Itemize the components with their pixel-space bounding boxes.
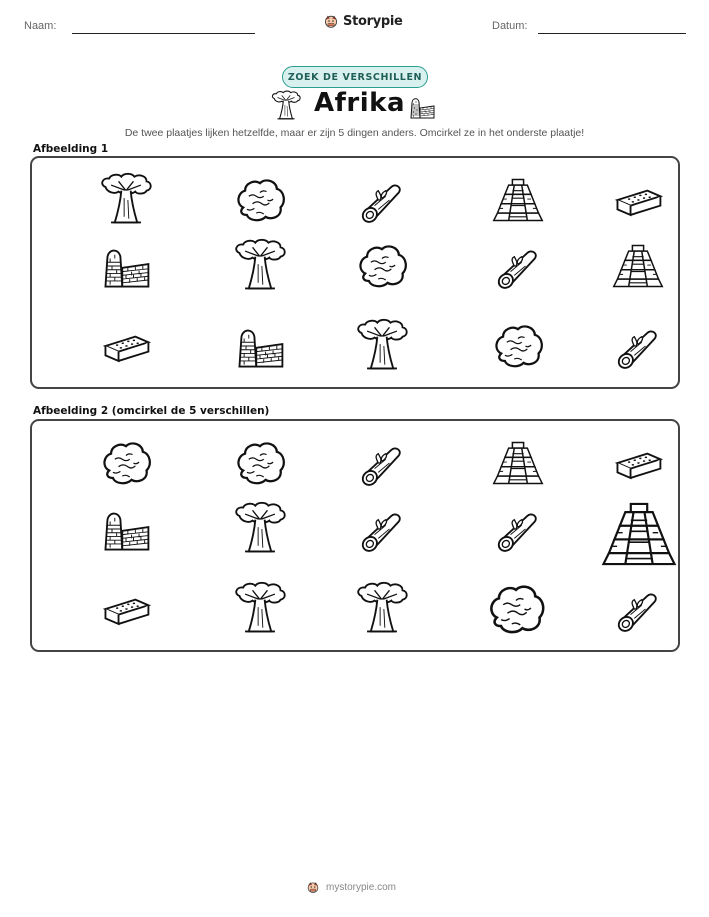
scroll-icon (490, 238, 546, 294)
brand-name: Storypie (343, 13, 403, 29)
scroll-icon[interactable] (610, 581, 666, 637)
picture1-label: Afbeelding 1 (33, 143, 109, 155)
name-label: Naam: (24, 20, 57, 32)
storypie-logo (323, 13, 403, 29)
brick-icon[interactable] (610, 435, 666, 491)
baobab-tree-icon[interactable] (354, 581, 410, 637)
rock-icon[interactable] (484, 577, 548, 641)
brick-icon[interactable] (98, 581, 154, 637)
baobab-tree-icon[interactable] (232, 501, 288, 557)
rock-icon[interactable] (98, 435, 154, 491)
page-title: Afrika (314, 88, 406, 118)
scroll-icon[interactable] (354, 501, 410, 557)
rock-icon (490, 318, 546, 374)
scroll-icon[interactable] (490, 501, 546, 557)
rock-icon[interactable] (232, 435, 288, 491)
storypie-mascot-icon (306, 880, 320, 894)
rock-icon (354, 238, 410, 294)
picture2-panel[interactable] (30, 419, 680, 652)
great-zimbabwe-ruins-icon (98, 238, 154, 294)
baobab-tree-icon (270, 90, 302, 122)
pyramid-icon[interactable] (598, 493, 680, 575)
scroll-icon (610, 318, 666, 374)
scroll-icon[interactable] (354, 435, 410, 491)
footer (306, 880, 396, 894)
date-label: Datum: (492, 20, 528, 32)
pyramid-icon (610, 238, 666, 294)
picture1-panel (30, 156, 680, 389)
worksheet-type-badge: ZOEK DE VERSCHILLEN (282, 66, 428, 88)
baobab-tree-icon (232, 238, 288, 294)
name-field[interactable] (72, 33, 255, 34)
brick-icon (610, 172, 666, 228)
pyramid-icon[interactable] (490, 435, 546, 491)
storypie-mascot-icon (323, 13, 339, 29)
brick-icon (98, 318, 154, 374)
footer-url: mystorypie.com (326, 881, 397, 893)
pyramid-icon (490, 172, 546, 228)
picture2-label: Afbeelding 2 (omcirkel de 5 verschillen) (33, 405, 270, 417)
scroll-icon (354, 172, 410, 228)
baobab-tree-icon (98, 172, 154, 228)
instructions: De twee plaatjes lijken hetzelfde, maar er zijn 5 dingen anders. Omcirkel ze in het onderste plaatje! (124, 127, 585, 139)
rock-icon (232, 172, 288, 228)
great-zimbabwe-ruins-icon[interactable] (98, 501, 154, 557)
baobab-tree-icon (354, 318, 410, 374)
great-zimbabwe-ruins-icon (406, 92, 438, 122)
great-zimbabwe-ruins-icon (232, 318, 288, 374)
date-field[interactable] (538, 33, 686, 34)
baobab-tree-icon[interactable] (232, 581, 288, 637)
